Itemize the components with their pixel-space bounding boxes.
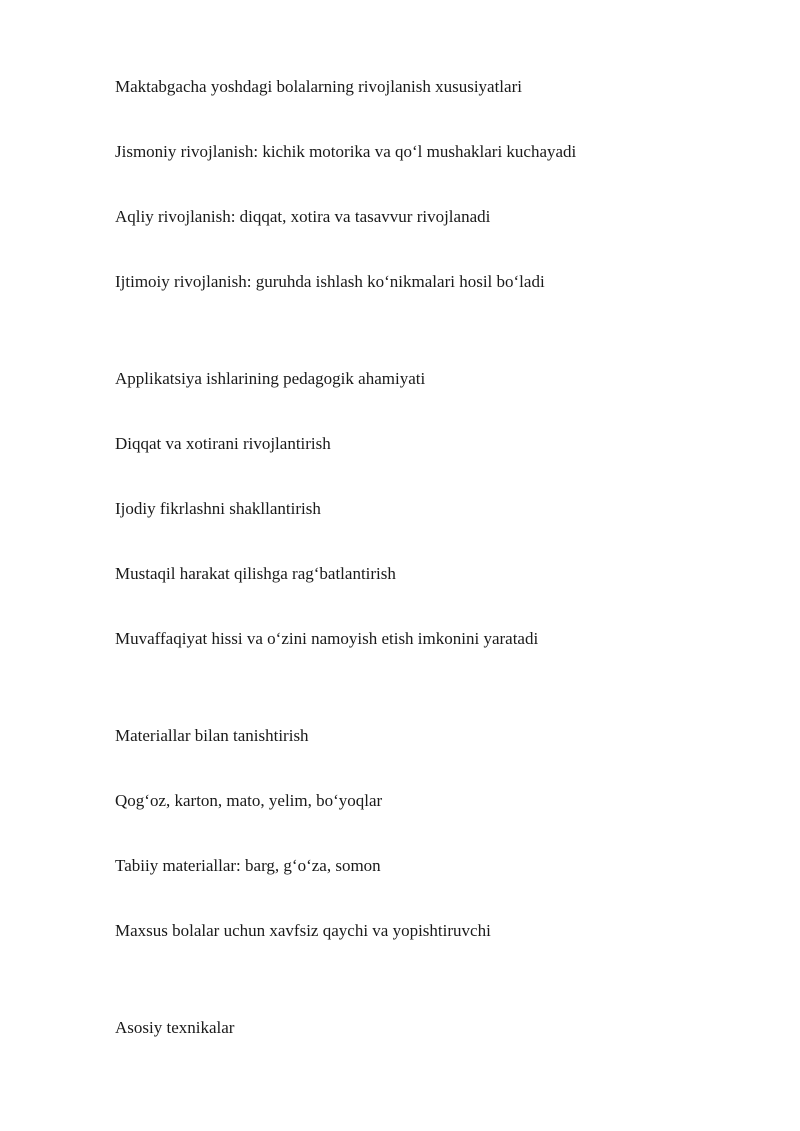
text-line-social-development: Ijtimoiy rivojlanish: guruhda ishlash ko‘nikmalari hosil bo‘ladi — [115, 272, 545, 291]
text-line-safe-tools: Maxsus bolalar uchun xavfsiz qaychi va yopishtiruvchi — [115, 921, 491, 940]
text-line-attention-memory: Diqqat va xotirani rivojlantirish — [115, 434, 331, 453]
text-line-natural-materials: Tabiiy materiallar: barg, g‘o‘za, somon — [115, 856, 381, 875]
section-heading-development: Maktabgacha yoshdagi bolalarning rivojlanish xususiyatlari — [115, 77, 522, 96]
text-line-physical-development: Jismoniy rivojlanish: kichik motorika va qo‘l mushaklari kuchayadi — [115, 142, 577, 161]
text-line-independent-action: Mustaqil harakat qilishga rag‘batlantirish — [115, 564, 396, 583]
text-line-creative-thinking: Ijodiy fikrlashni shakllantirish — [115, 499, 321, 518]
text-line-mental-development: Aqliy rivojlanish: diqqat, xotira va tasavvur rivojlanadi — [115, 207, 491, 226]
section-heading-techniques: Asosiy texnikalar — [115, 1018, 235, 1037]
section-heading-materials: Materiallar bilan tanishtirish — [115, 726, 309, 745]
text-line-success-feeling: Muvaffaqiyat hissi va o‘zini namoyish etish imkonini yaratadi — [115, 629, 539, 648]
text-line-paper-materials: Qog‘oz, karton, mato, yelim, bo‘yoqlar — [115, 791, 383, 810]
section-heading-pedagogical-value: Applikatsiya ishlarining pedagogik ahamiyati — [115, 369, 426, 388]
